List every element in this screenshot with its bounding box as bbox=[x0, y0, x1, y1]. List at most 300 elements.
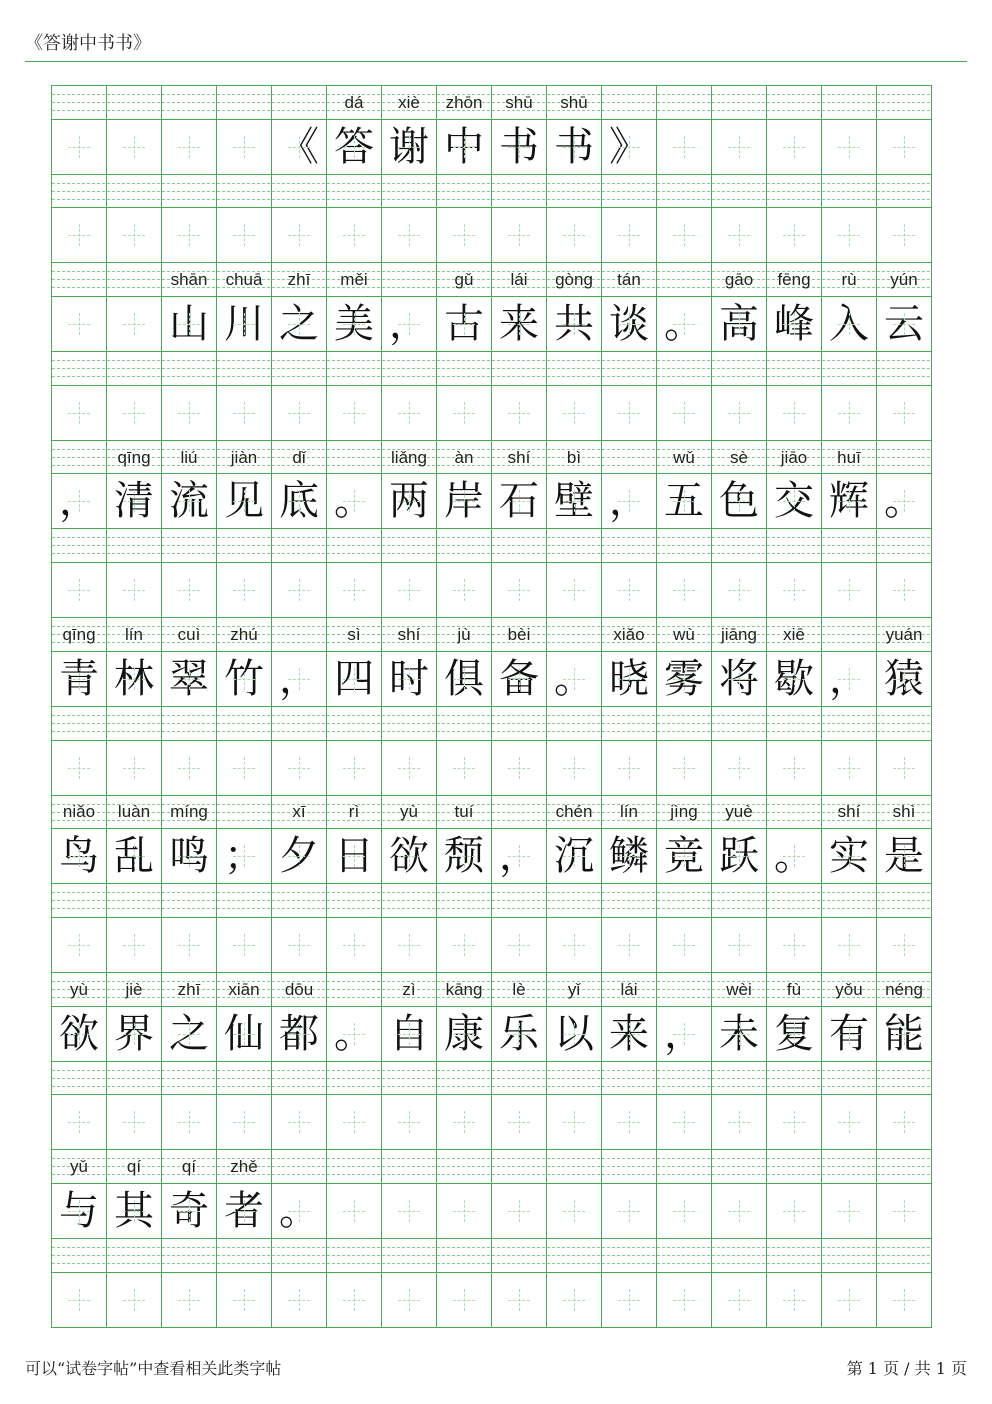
header-divider bbox=[25, 61, 967, 62]
pinyin-cell bbox=[107, 707, 162, 740]
character-cell bbox=[217, 120, 272, 174]
pinyin-cell bbox=[327, 441, 382, 474]
pinyin-cell bbox=[272, 707, 327, 740]
character-cell bbox=[107, 120, 162, 174]
pinyin-cell bbox=[822, 175, 877, 208]
character-cell: 日 bbox=[327, 829, 382, 883]
character-cell bbox=[217, 386, 272, 440]
character-cell bbox=[272, 918, 327, 972]
pinyin-cell: àn bbox=[437, 441, 492, 474]
character-cell bbox=[382, 208, 437, 262]
pinyin-cell bbox=[602, 884, 657, 917]
character-cell bbox=[217, 918, 272, 972]
pinyin-cell bbox=[272, 352, 327, 385]
pinyin-cell bbox=[437, 529, 492, 562]
pinyin-cell: zì bbox=[382, 973, 437, 1006]
character-cell: 。 bbox=[272, 1184, 327, 1238]
pinyin-cell bbox=[217, 529, 272, 562]
text-row bbox=[52, 973, 932, 1062]
pinyin-cell bbox=[437, 707, 492, 740]
text-row bbox=[52, 441, 932, 530]
pinyin-cell: xiān bbox=[217, 973, 272, 1006]
pinyin-cell bbox=[382, 884, 437, 917]
pinyin-cell bbox=[822, 884, 877, 917]
text-row bbox=[52, 86, 932, 175]
pinyin-cell bbox=[712, 884, 767, 917]
character-cell bbox=[52, 120, 107, 174]
character-cell: ， bbox=[492, 829, 547, 883]
pinyin-cell: xī bbox=[272, 796, 327, 829]
practice-row bbox=[52, 529, 932, 618]
pinyin-cell: liú bbox=[162, 441, 217, 474]
pinyin-cell: yǔ bbox=[52, 1150, 107, 1183]
character-cell: 颓 bbox=[437, 829, 492, 883]
pinyin-cell bbox=[107, 884, 162, 917]
character-cell bbox=[877, 208, 932, 262]
pinyin-cell: wǔ bbox=[657, 441, 712, 474]
character-cell bbox=[657, 563, 712, 617]
character-band bbox=[52, 829, 932, 884]
character-cell bbox=[217, 1273, 272, 1327]
pinyin-cell: niǎo bbox=[52, 796, 107, 829]
character-cell bbox=[382, 563, 437, 617]
pinyin-cell bbox=[877, 175, 932, 208]
pinyin-cell: yǐ bbox=[547, 973, 602, 1006]
pinyin-cell bbox=[272, 529, 327, 562]
pinyin-cell bbox=[492, 1062, 547, 1095]
character-cell bbox=[767, 918, 822, 972]
pinyin-cell bbox=[712, 707, 767, 740]
pinyin-cell bbox=[547, 1062, 602, 1095]
pinyin-cell bbox=[52, 1239, 107, 1272]
pinyin-cell: shí bbox=[822, 796, 877, 829]
character-cell: 云 bbox=[877, 297, 932, 351]
pinyin-cell bbox=[217, 1239, 272, 1272]
character-cell bbox=[52, 741, 107, 795]
character-cell: 乱 bbox=[107, 829, 162, 883]
pinyin-cell bbox=[272, 1150, 327, 1183]
character-cell bbox=[547, 208, 602, 262]
pinyin-cell bbox=[877, 1062, 932, 1095]
pinyin-cell: zhōn bbox=[437, 86, 492, 119]
pinyin-cell bbox=[767, 1239, 822, 1272]
character-cell bbox=[547, 386, 602, 440]
character-cell: 辉 bbox=[822, 474, 877, 528]
character-cell bbox=[712, 1184, 767, 1238]
pinyin-cell bbox=[822, 352, 877, 385]
character-cell: 清 bbox=[107, 474, 162, 528]
pinyin-cell bbox=[492, 529, 547, 562]
character-cell bbox=[437, 1184, 492, 1238]
character-cell bbox=[272, 386, 327, 440]
character-cell bbox=[877, 1184, 932, 1238]
character-cell bbox=[437, 741, 492, 795]
pinyin-cell: fēng bbox=[767, 263, 822, 296]
character-cell bbox=[877, 1273, 932, 1327]
pinyin-cell bbox=[437, 175, 492, 208]
pinyin-cell bbox=[107, 1239, 162, 1272]
character-cell: 谢 bbox=[382, 120, 437, 174]
pinyin-cell: tuí bbox=[437, 796, 492, 829]
character-cell: 鸣 bbox=[162, 829, 217, 883]
character-cell bbox=[217, 208, 272, 262]
character-cell bbox=[327, 208, 382, 262]
footer-note: 可以“试卷字帖”中查看相关此类字帖 bbox=[25, 1359, 282, 1378]
pinyin-cell bbox=[492, 175, 547, 208]
character-cell: 欲 bbox=[52, 1007, 107, 1061]
pinyin-cell: yuè bbox=[712, 796, 767, 829]
pinyin-band bbox=[52, 175, 932, 209]
character-cell bbox=[547, 563, 602, 617]
character-cell bbox=[712, 386, 767, 440]
pinyin-cell bbox=[712, 352, 767, 385]
pinyin-cell: xiè bbox=[382, 86, 437, 119]
character-cell bbox=[877, 563, 932, 617]
pinyin-cell: jiāo bbox=[767, 441, 822, 474]
character-band bbox=[52, 208, 932, 263]
character-cell: 都 bbox=[272, 1007, 327, 1061]
pinyin-cell bbox=[822, 529, 877, 562]
character-cell: 乐 bbox=[492, 1007, 547, 1061]
character-cell bbox=[602, 1184, 657, 1238]
character-cell bbox=[767, 1273, 822, 1327]
character-cell: 跃 bbox=[712, 829, 767, 883]
pinyin-cell bbox=[327, 1150, 382, 1183]
pinyin-cell: rì bbox=[327, 796, 382, 829]
pinyin-cell bbox=[822, 1239, 877, 1272]
character-cell bbox=[657, 208, 712, 262]
pinyin-cell bbox=[162, 884, 217, 917]
character-cell bbox=[547, 1273, 602, 1327]
character-cell: 岸 bbox=[437, 474, 492, 528]
character-cell: 康 bbox=[437, 1007, 492, 1061]
pinyin-cell bbox=[602, 707, 657, 740]
pinyin-cell bbox=[767, 175, 822, 208]
character-cell bbox=[107, 1273, 162, 1327]
pinyin-cell bbox=[877, 707, 932, 740]
pinyin-cell: qí bbox=[162, 1150, 217, 1183]
pinyin-cell bbox=[162, 86, 217, 119]
character-band bbox=[52, 120, 932, 175]
pinyin-cell: wèi bbox=[712, 973, 767, 1006]
character-cell bbox=[712, 1095, 767, 1149]
pinyin-cell bbox=[492, 796, 547, 829]
character-cell bbox=[272, 563, 327, 617]
pinyin-cell bbox=[162, 1062, 217, 1095]
character-cell bbox=[107, 741, 162, 795]
character-cell bbox=[712, 208, 767, 262]
character-cell: 谈 bbox=[602, 297, 657, 351]
character-cell bbox=[767, 120, 822, 174]
character-cell bbox=[657, 741, 712, 795]
character-cell bbox=[877, 741, 932, 795]
pinyin-cell: xiē bbox=[767, 618, 822, 651]
text-row bbox=[52, 618, 932, 707]
character-cell bbox=[602, 563, 657, 617]
pinyin-cell bbox=[272, 618, 327, 651]
character-cell bbox=[712, 741, 767, 795]
character-cell: 石 bbox=[492, 474, 547, 528]
character-cell: ， bbox=[52, 474, 107, 528]
pinyin-cell: dōu bbox=[272, 973, 327, 1006]
character-cell bbox=[272, 1273, 327, 1327]
pinyin-cell: shān bbox=[162, 263, 217, 296]
character-cell: 以 bbox=[547, 1007, 602, 1061]
pinyin-cell: huī bbox=[822, 441, 877, 474]
pinyin-cell: yún bbox=[877, 263, 932, 296]
character-cell: 奇 bbox=[162, 1184, 217, 1238]
pinyin-cell bbox=[767, 1062, 822, 1095]
pinyin-cell bbox=[492, 352, 547, 385]
character-cell: 底 bbox=[272, 474, 327, 528]
character-cell bbox=[602, 208, 657, 262]
character-band bbox=[52, 1007, 932, 1062]
character-cell: 将 bbox=[712, 652, 767, 706]
character-cell bbox=[437, 208, 492, 262]
pinyin-cell bbox=[547, 529, 602, 562]
character-cell bbox=[162, 1273, 217, 1327]
pinyin-cell bbox=[382, 1062, 437, 1095]
pinyin-cell: néng bbox=[877, 973, 932, 1006]
character-cell: 流 bbox=[162, 474, 217, 528]
character-cell bbox=[327, 918, 382, 972]
pinyin-cell: luàn bbox=[107, 796, 162, 829]
pinyin-cell bbox=[602, 1150, 657, 1183]
page-header-title: 《答谢中书书》 bbox=[25, 33, 151, 54]
character-cell bbox=[492, 741, 547, 795]
character-band bbox=[52, 652, 932, 707]
character-cell bbox=[107, 918, 162, 972]
character-cell bbox=[52, 918, 107, 972]
pinyin-cell: jù bbox=[437, 618, 492, 651]
character-cell bbox=[822, 1184, 877, 1238]
character-cell: 。 bbox=[767, 829, 822, 883]
character-cell: 。 bbox=[547, 652, 602, 706]
pinyin-cell bbox=[822, 1062, 877, 1095]
pinyin-cell bbox=[877, 884, 932, 917]
pinyin-cell bbox=[712, 175, 767, 208]
pinyin-band bbox=[52, 352, 932, 386]
character-cell bbox=[822, 386, 877, 440]
character-cell bbox=[657, 386, 712, 440]
character-cell: 美 bbox=[327, 297, 382, 351]
character-cell: 峰 bbox=[767, 297, 822, 351]
pinyin-cell bbox=[822, 618, 877, 651]
character-cell: 四 bbox=[327, 652, 382, 706]
character-cell: 五 bbox=[657, 474, 712, 528]
character-cell bbox=[822, 208, 877, 262]
character-cell: ， bbox=[602, 474, 657, 528]
pinyin-cell bbox=[547, 707, 602, 740]
character-cell: 仙 bbox=[217, 1007, 272, 1061]
pinyin-cell: dá bbox=[327, 86, 382, 119]
pinyin-cell bbox=[382, 175, 437, 208]
character-cell bbox=[657, 120, 712, 174]
character-cell: 时 bbox=[382, 652, 437, 706]
character-cell bbox=[492, 208, 547, 262]
pinyin-cell bbox=[877, 1239, 932, 1272]
character-band bbox=[52, 297, 932, 352]
pinyin-cell bbox=[657, 1062, 712, 1095]
pinyin-cell bbox=[492, 1239, 547, 1272]
pinyin-cell bbox=[602, 86, 657, 119]
character-cell bbox=[767, 1095, 822, 1149]
pinyin-cell bbox=[217, 796, 272, 829]
character-cell: 其 bbox=[107, 1184, 162, 1238]
pinyin-cell bbox=[492, 707, 547, 740]
pinyin-cell: shí bbox=[492, 441, 547, 474]
pinyin-cell bbox=[107, 263, 162, 296]
character-cell bbox=[767, 1184, 822, 1238]
text-row bbox=[52, 796, 932, 885]
practice-row bbox=[52, 884, 932, 973]
character-cell bbox=[162, 1095, 217, 1149]
character-cell bbox=[52, 297, 107, 351]
pinyin-cell bbox=[657, 175, 712, 208]
pinyin-cell: tán bbox=[602, 263, 657, 296]
character-cell: 《 bbox=[272, 120, 327, 174]
pinyin-cell bbox=[327, 973, 382, 1006]
character-cell: 竞 bbox=[657, 829, 712, 883]
pinyin-cell bbox=[657, 352, 712, 385]
character-cell bbox=[877, 918, 932, 972]
character-cell: ， bbox=[382, 297, 437, 351]
pinyin-cell: fù bbox=[767, 973, 822, 1006]
character-cell: 猿 bbox=[877, 652, 932, 706]
character-cell: 竹 bbox=[217, 652, 272, 706]
pinyin-cell bbox=[657, 529, 712, 562]
character-cell bbox=[382, 741, 437, 795]
character-cell bbox=[437, 1273, 492, 1327]
pinyin-cell bbox=[547, 884, 602, 917]
page-number: 第 1 页 / 共 1 页 bbox=[846, 1359, 967, 1378]
character-cell bbox=[382, 918, 437, 972]
character-cell: 实 bbox=[822, 829, 877, 883]
character-cell bbox=[822, 918, 877, 972]
character-cell: 色 bbox=[712, 474, 767, 528]
pinyin-cell bbox=[162, 175, 217, 208]
pinyin-cell bbox=[602, 1239, 657, 1272]
character-cell bbox=[162, 741, 217, 795]
pinyin-band bbox=[52, 796, 932, 830]
pinyin-cell bbox=[712, 86, 767, 119]
pinyin-band bbox=[52, 86, 932, 120]
pinyin-cell: qīng bbox=[52, 618, 107, 651]
character-cell: 书 bbox=[547, 120, 602, 174]
character-cell: 。 bbox=[877, 474, 932, 528]
character-cell bbox=[877, 1095, 932, 1149]
text-row bbox=[52, 263, 932, 352]
character-cell: 。 bbox=[327, 474, 382, 528]
character-cell: 书 bbox=[492, 120, 547, 174]
pinyin-cell bbox=[492, 1150, 547, 1183]
character-cell bbox=[327, 1184, 382, 1238]
pinyin-cell bbox=[52, 1062, 107, 1095]
character-band bbox=[52, 918, 932, 973]
pinyin-cell bbox=[327, 1239, 382, 1272]
pinyin-cell bbox=[52, 263, 107, 296]
character-cell bbox=[657, 918, 712, 972]
character-cell: 是 bbox=[877, 829, 932, 883]
pinyin-cell: qí bbox=[107, 1150, 162, 1183]
pinyin-cell bbox=[602, 529, 657, 562]
pinyin-cell bbox=[877, 441, 932, 474]
pinyin-cell: zhě bbox=[217, 1150, 272, 1183]
pinyin-cell bbox=[327, 707, 382, 740]
character-band bbox=[52, 474, 932, 529]
pinyin-cell bbox=[52, 175, 107, 208]
pinyin-cell bbox=[382, 529, 437, 562]
pinyin-cell bbox=[657, 1150, 712, 1183]
pinyin-cell bbox=[877, 529, 932, 562]
character-cell bbox=[712, 918, 767, 972]
pinyin-cell bbox=[52, 529, 107, 562]
pinyin-cell: bì bbox=[547, 441, 602, 474]
character-cell: 沉 bbox=[547, 829, 602, 883]
character-cell bbox=[327, 1095, 382, 1149]
pinyin-cell bbox=[547, 1239, 602, 1272]
pinyin-cell bbox=[657, 1239, 712, 1272]
character-cell bbox=[107, 563, 162, 617]
pinyin-cell bbox=[437, 1150, 492, 1183]
pinyin-cell bbox=[602, 1062, 657, 1095]
character-cell bbox=[877, 120, 932, 174]
pinyin-cell bbox=[382, 1150, 437, 1183]
pinyin-cell bbox=[217, 884, 272, 917]
pinyin-cell bbox=[547, 618, 602, 651]
pinyin-cell bbox=[382, 263, 437, 296]
pinyin-cell bbox=[547, 1150, 602, 1183]
pinyin-cell bbox=[822, 1150, 877, 1183]
pinyin-cell bbox=[162, 707, 217, 740]
pinyin-cell: shí bbox=[382, 618, 437, 651]
character-cell bbox=[547, 741, 602, 795]
character-cell bbox=[712, 563, 767, 617]
character-cell: 中 bbox=[437, 120, 492, 174]
pinyin-cell bbox=[602, 175, 657, 208]
pinyin-cell bbox=[767, 352, 822, 385]
character-cell bbox=[327, 741, 382, 795]
pinyin-cell: bèi bbox=[492, 618, 547, 651]
character-band bbox=[52, 1095, 932, 1150]
character-cell: 界 bbox=[107, 1007, 162, 1061]
pinyin-band bbox=[52, 441, 932, 475]
practice-row bbox=[52, 1239, 932, 1328]
character-cell bbox=[822, 563, 877, 617]
character-cell bbox=[327, 1273, 382, 1327]
character-cell bbox=[162, 918, 217, 972]
pinyin-cell: sè bbox=[712, 441, 767, 474]
character-cell: 见 bbox=[217, 474, 272, 528]
pinyin-cell: chén bbox=[547, 796, 602, 829]
character-band bbox=[52, 741, 932, 796]
practice-row bbox=[52, 352, 932, 441]
pinyin-cell bbox=[107, 1062, 162, 1095]
character-cell: 雾 bbox=[657, 652, 712, 706]
pinyin-cell bbox=[657, 707, 712, 740]
character-cell: ， bbox=[272, 652, 327, 706]
character-cell bbox=[657, 1273, 712, 1327]
pinyin-cell bbox=[437, 1062, 492, 1095]
pinyin-cell: jiāng bbox=[712, 618, 767, 651]
character-cell bbox=[822, 120, 877, 174]
pinyin-cell bbox=[767, 707, 822, 740]
character-cell bbox=[877, 386, 932, 440]
character-cell bbox=[712, 1273, 767, 1327]
character-cell bbox=[547, 918, 602, 972]
pinyin-cell bbox=[272, 1239, 327, 1272]
pinyin-cell bbox=[767, 86, 822, 119]
